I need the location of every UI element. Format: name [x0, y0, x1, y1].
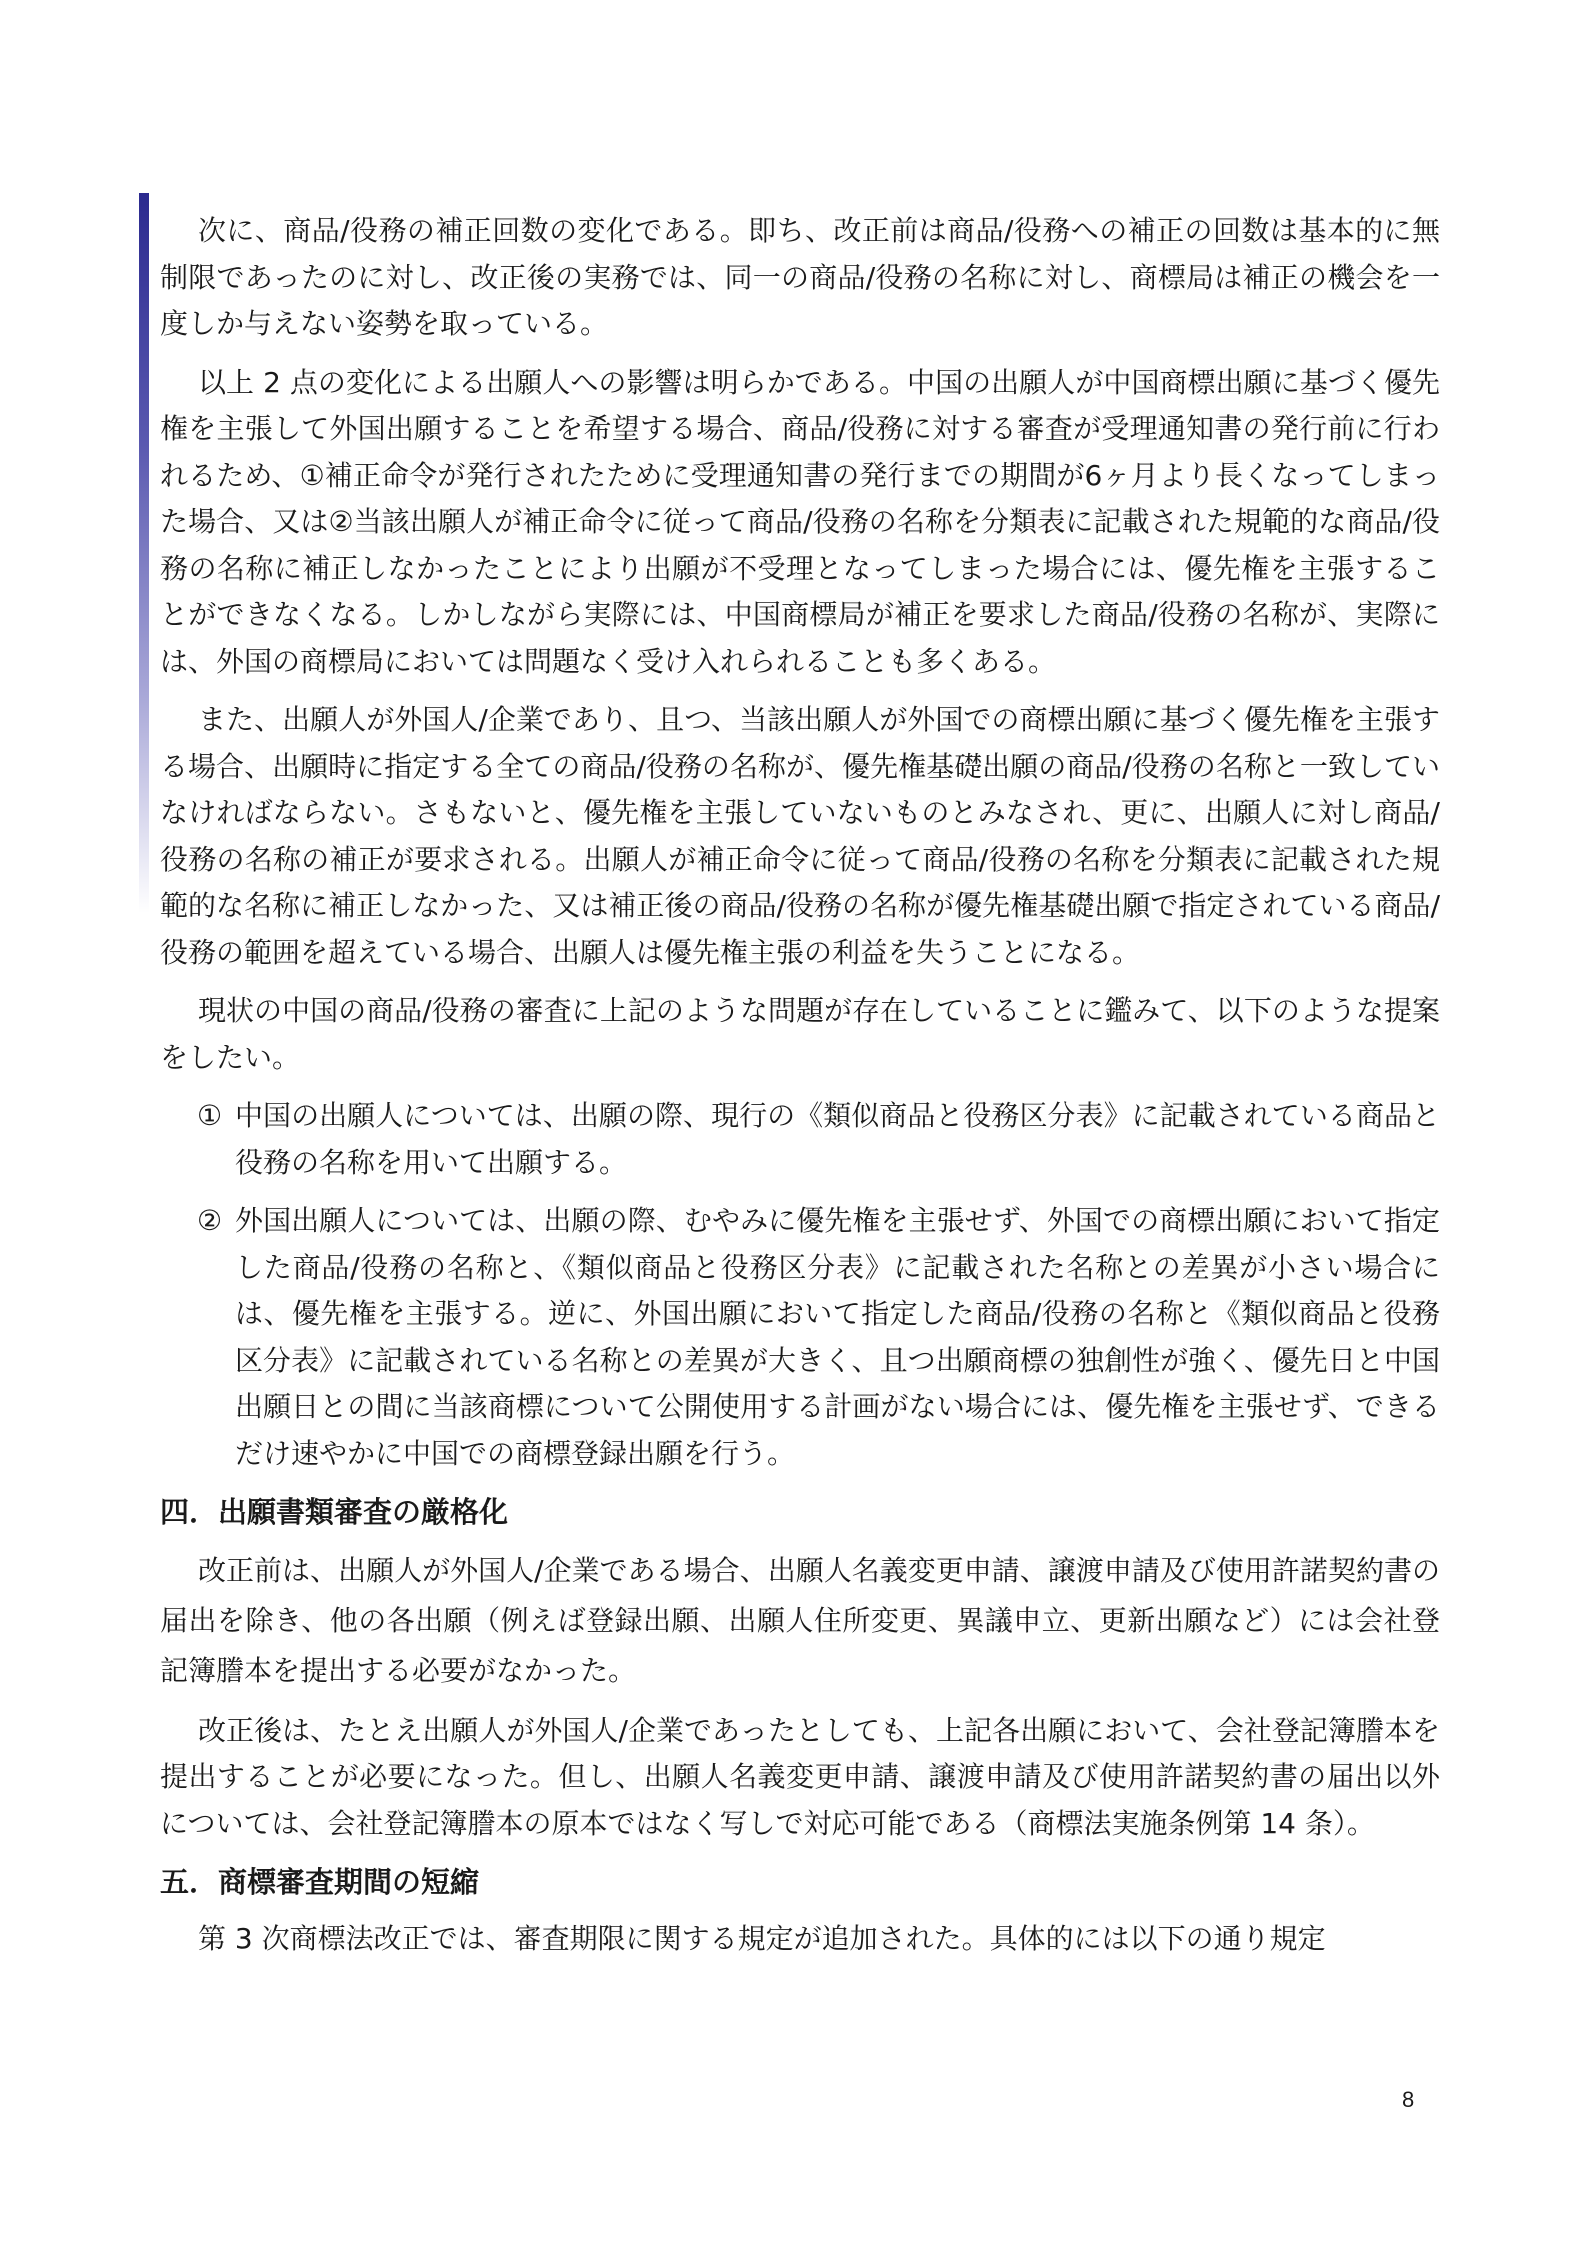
document-body [160, 208, 1440, 1974]
paragraph: 改正前は、出願人が外国人/企業である場合、出願人名義変更申請、譲渡申請及び使用許諾契約書の届出を除き、他の各出願（例えば登録出願、出願人住所変更、異議申立、更新出願など）には会社登記簿謄本を提出する必要がなかった。 [160, 1553, 1440, 1687]
proposal-item [160, 1093, 1440, 1186]
paragraph: 第 3 次商標法改正では、審査期限に関する規定が追加された。具体的には以下の通り規定 [198, 1921, 1326, 1955]
proposal-text: 中国の出願人については、出願の際、現行の《類似商品と役務区分表》に記載されている商品と役務の名称を用いて出願する。 [235, 1099, 1440, 1179]
paragraph: 現状の中国の商品/役務の審査に上記のような問題が存在していることに鑑みて、以下のような提案をしたい。 [160, 994, 1440, 1074]
paragraph: 次に、商品/役務の補正回数の変化である。即ち、改正前は商品/役務への補正の回数は基本的に無制限であったのに対し、改正後の実務では、同一の商品/役務の名称に対し、商標局は補正の機会を一度しか与えない姿勢を取っている。 [160, 214, 1440, 340]
section-heading: 四．出願書類審査の厳格化 [160, 1495, 509, 1529]
proposal-item [160, 1198, 1440, 1477]
list-marker: ② [197, 1204, 223, 1237]
paragraph: また、出願人が外国人/企業であり、且つ、当該出願人が外国での商標出願に基づく優先権を主張する場合、出願時に指定する全ての商品/役務の名称が、優先権基礎出願の商品/役務の名称と一致していなければならない。さもないと、優先権を主張していないものとみなされ、更に、出願人に対し商品/役務の名称の補正が要求される。出願人が補正命令に従って商品/役務の名称を分類表に記載された規範的な名称に補正しなかった、又は補正後の商品/役務の名称が優先権基礎出願で指定されている商品/役務の範囲を超えている場合、出願人は優先権主張の利益を失うことになる。 [160, 703, 1440, 969]
section-heading: 五．商標審査期間の短縮 [160, 1865, 480, 1899]
paragraph: 以上 2 点の変化による出願人への影響は明らかである。中国の出願人が中国商標出願に基づく優先権を主張して外国出願することを希望する場合、商品/役務に対する審査が受理通知書の発行前に行われるため、①補正命令が発行されたために受理通知書の発行までの期間が6ヶ月より長くなってしまった場合、又は②当該出願人が補正命令に従って商品/役務の名称を分類表に記載された規範的な商品/役務の名称に補正しなかったことにより出願が不受理となってしまった場合には、優先権を主張することができなくなる。しかしながら実際には、中国商標局が補正を要求した商品/役務の名称が、実際には、外国の商標局においては問題なく受け入れられることも多くある。 [160, 365, 1440, 678]
list-marker: ① [197, 1099, 223, 1132]
page-number: 8 [1402, 2087, 1415, 2112]
proposal-text: 外国出願人については、出願の際、むやみに優先権を主張せず、外国での商標出願において指定した商品/役務の名称と、《類似商品と役務区分表》に記載された名称との差異が小さい場合には、優先権を主張する。逆に、外国出願において指定した商品/役務の名称と《類似商品と役務区分表》に記載されている名称との差異が大きく、且つ出願商標の独創性が強く、優先日と中国出願日との間に当該商標について公開使用する計画がない場合には、優先権を主張せず、できるだけ速やかに中国での商標登録出願を行う。 [235, 1204, 1440, 1470]
accent-bar [139, 193, 149, 913]
paragraph: 改正後は、たとえ出願人が外国人/企業であったとしても、上記各出願において、会社登記簿謄本を提出することが必要になった。但し、出願人名義変更申請、譲渡申請及び使用許諾契約書の届出以外については、会社登記簿謄本の原本ではなく写しで対応可能である（商標法実施条例第 14 条）。 [160, 1713, 1440, 1840]
